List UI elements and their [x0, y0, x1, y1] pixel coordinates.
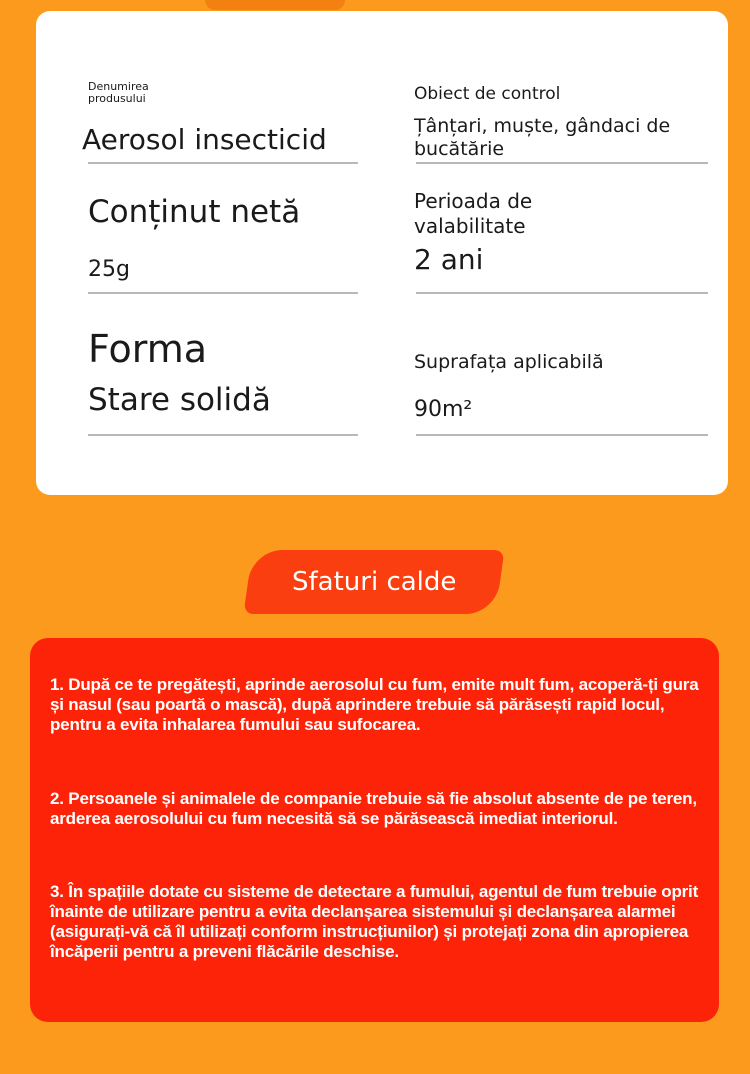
net-content-label: Conținut netă	[88, 194, 301, 230]
area-label: Suprafața aplicabilă	[414, 351, 604, 373]
tips-title: Sfaturi calde	[291, 567, 457, 597]
validity-value: 2 ani	[414, 243, 484, 276]
validity-label: Perioada de valabilitate	[414, 189, 533, 238]
form-value: Stare solidă	[88, 382, 271, 418]
divider	[416, 434, 708, 436]
divider	[416, 162, 708, 164]
product-name-value: Aerosol insecticid	[82, 123, 327, 156]
divider	[416, 292, 708, 294]
divider	[88, 434, 358, 436]
tips-box	[30, 638, 719, 1022]
tip-item: 1. După ce te pregătești, aprinde aerosolul cu fum, emite mult fum, acoperă-ți gura și nasul (sau poartă o mască), după aprindere trebuie să părăsești rapid locul, pentru a evita inhalarea fumului sau sufocarea.	[50, 675, 699, 734]
tip-item: 2. Persoanele și animalele de companie trebuie să fie absolut absente de pe teren, arderea aerosolului cu fum necesită să se părăsească imediat interiorul.	[50, 789, 697, 828]
divider	[88, 292, 358, 294]
area-value: 90m²	[414, 397, 473, 422]
net-content-value: 25g	[88, 257, 130, 282]
tips-title-pill	[244, 550, 505, 614]
form-label: Forma	[88, 327, 208, 371]
product-name-label: Denumirea produsului	[88, 80, 149, 105]
control-object-label: Obiect de control	[414, 84, 561, 104]
divider	[88, 162, 358, 164]
product-image-edge	[205, 0, 345, 10]
spec-card	[36, 11, 728, 495]
tip-item: 3. În spațiile dotate cu sisteme de detectare a fumului, agentul de fum trebuie oprit înainte de utilizare pentru a evita declanșarea sistemului și declanșarea alarmei (asigurați-vă că îl utilizați conform instrucțiunilor) și protejați zona din apropierea încăperii pentru a preveni flăcările deschise.	[50, 882, 699, 961]
control-object-value: Țânțari, muște, gândaci de bucătărie	[414, 115, 671, 160]
